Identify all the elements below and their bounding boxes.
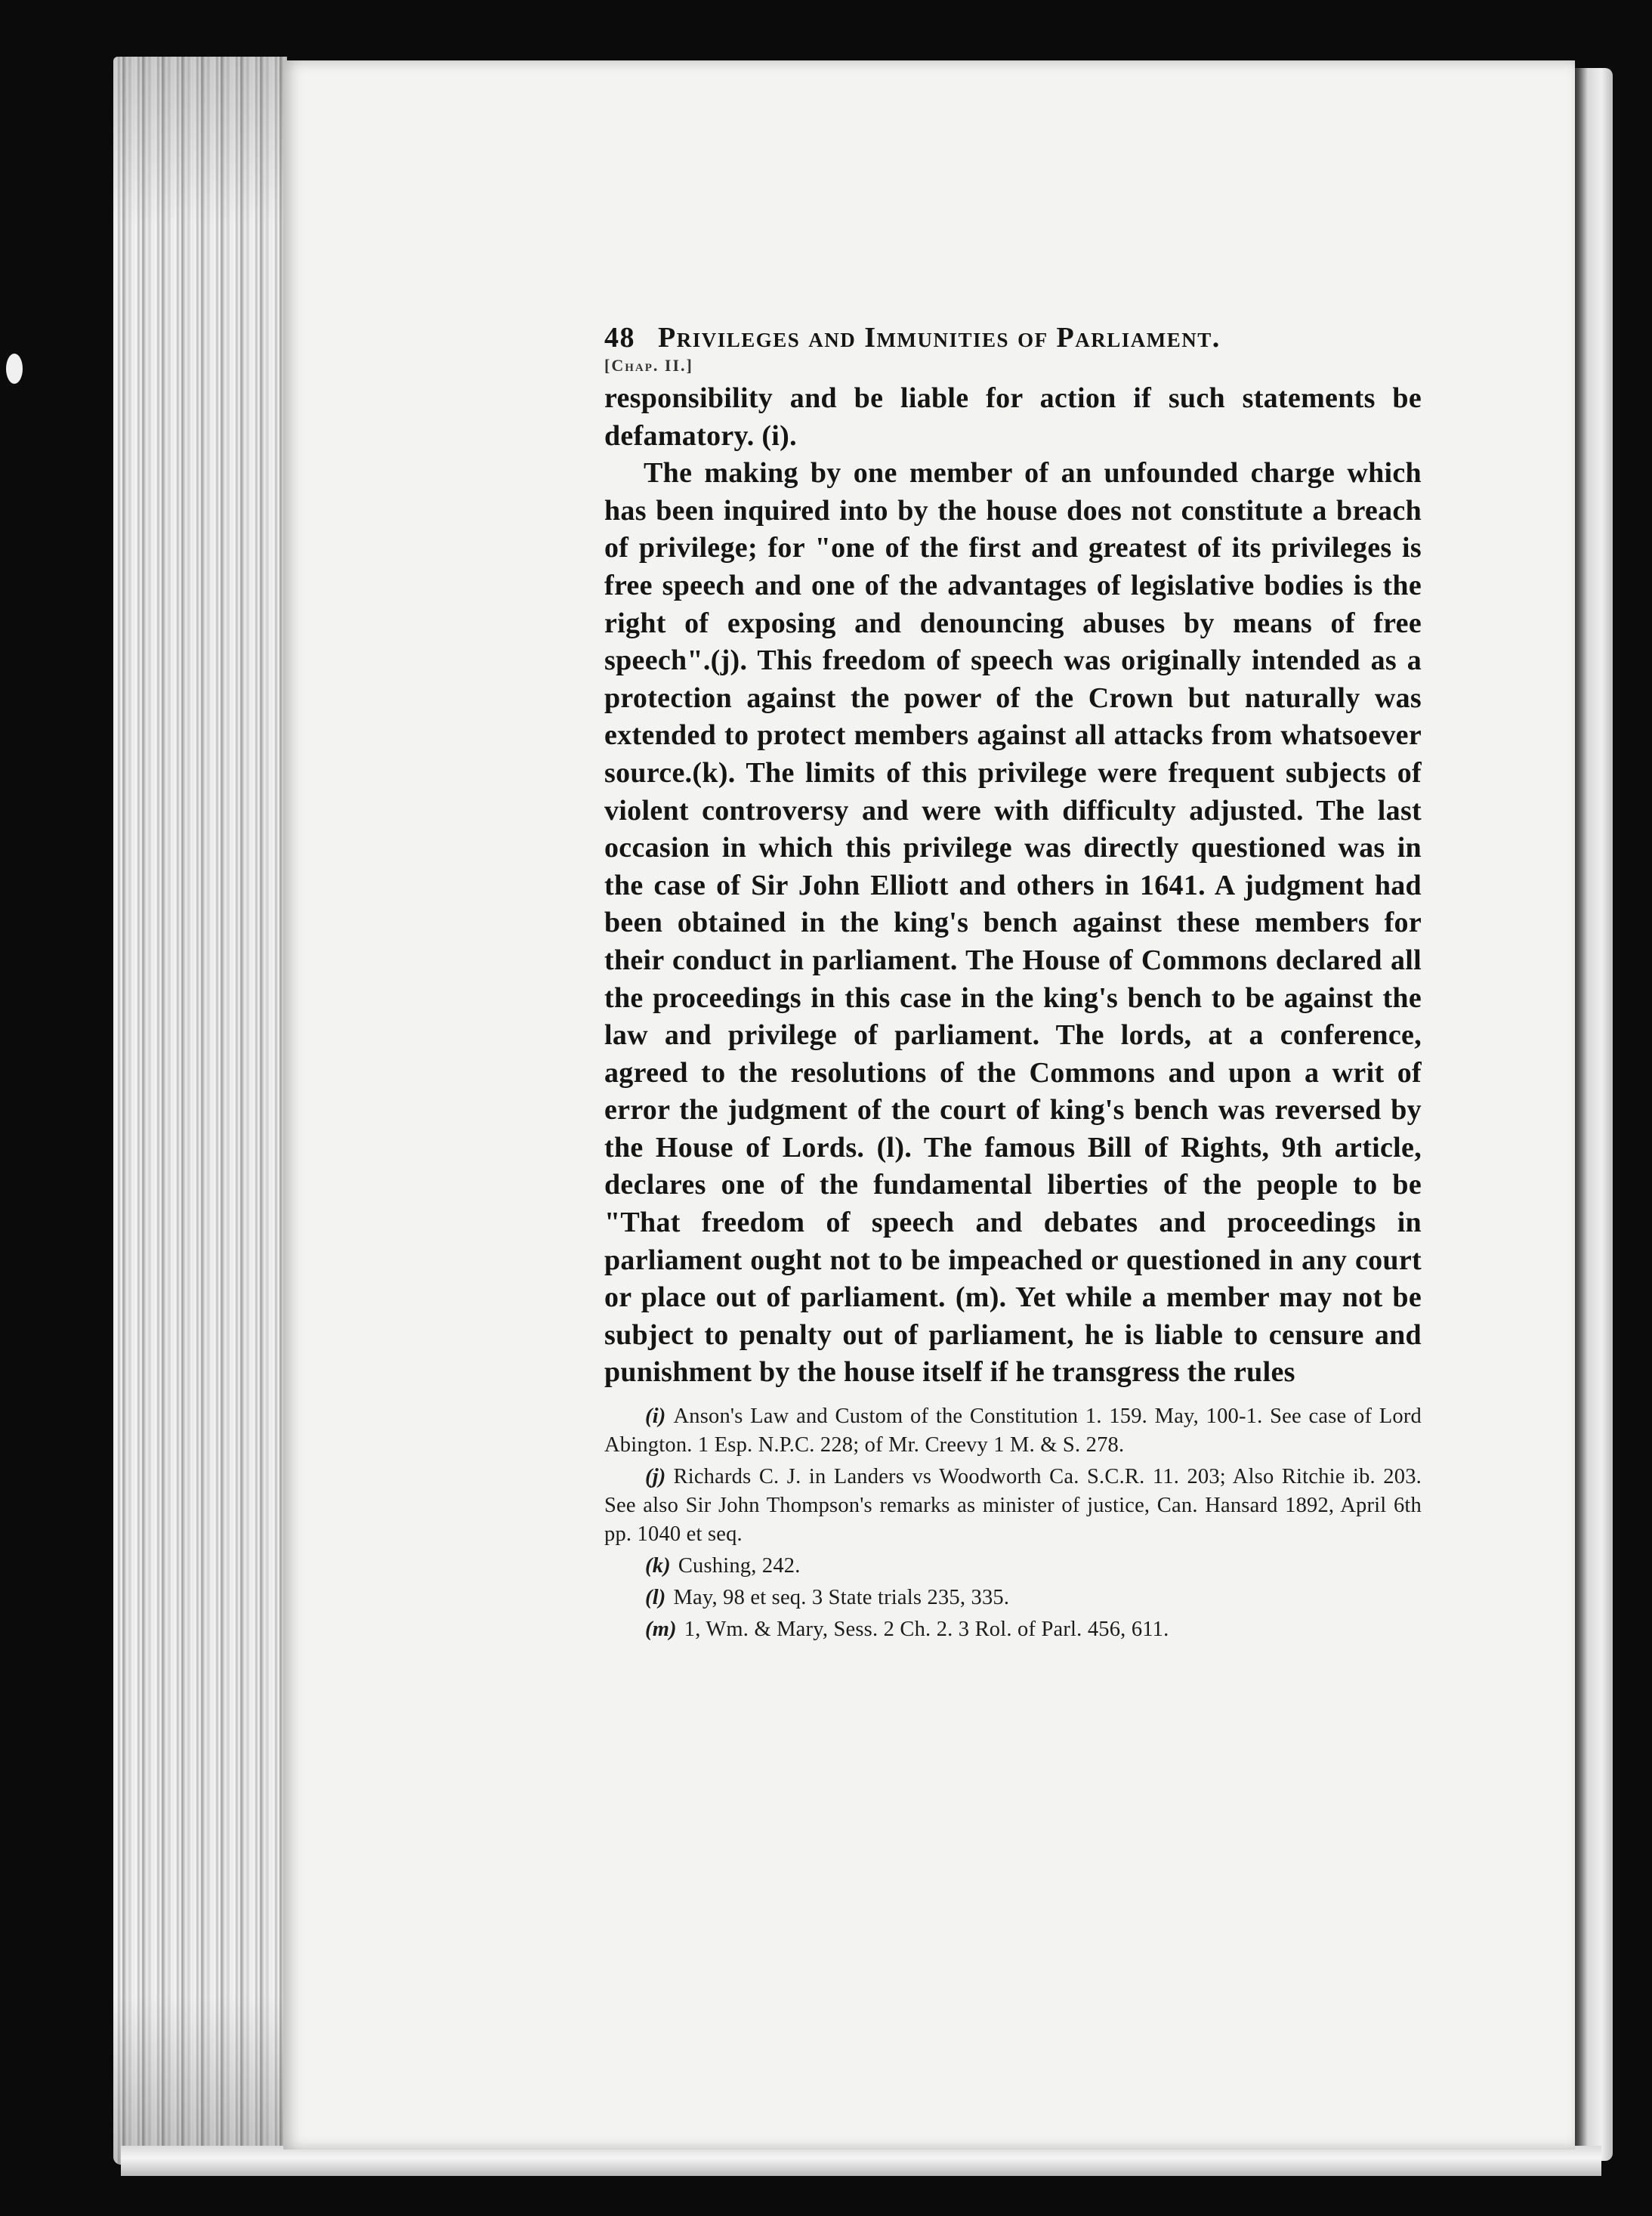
page-header [604, 321, 1422, 354]
page-number: 48 [604, 322, 635, 354]
footnotes [604, 1402, 1422, 1644]
footnote-text: Richards C. J. in Landers vs Woodworth Ca. S.C.R. 11. 203; Also Ritchie ib. 203. See also Sir John Thompson's remarks as minister of justice, Can. Hansard 1892, April 6th pp. 1040 et seq. [604, 1465, 1422, 1547]
footnote-text: 1, Wm. & Mary, Sess. 2 Ch. 2. 3 Rol. of Parl. 456, 611. [684, 1618, 1169, 1642]
footnote-marker: (i) [645, 1405, 666, 1429]
footnote-marker: (m) [645, 1618, 677, 1642]
body-text [604, 380, 1422, 1392]
book-bottom-edge [121, 2146, 1601, 2176]
book-right-edge [1571, 68, 1613, 2161]
body-paragraph: The making by one member of an unfounded charge which has been inquired into by the house does not constitute a breach of privilege; for "one of the first and greatest of its privileges is free speech and one of the advantages of legislative bodies is the right of exposing and denouncing abuses by means of free speech".(j). This freedom of speech was originally intended as a protection against the power of the Crown but naturally was extended to protect members against all attacks from whatsoever source.(k). The limits of this privilege were frequent subjects of violent controversy and were with difficulty adjusted. The last occasion in which this privilege was directly questioned was in the case of Sir John Elliott and others in 1641. A judgment had been obtained in the king's bench against these members for their conduct in parliament. The House of Commons declared all the proceedings in this case in the king's bench to be against the law and privilege of parliament. The lords, at a conference, agreed to the resolutions of the Commons and upon a writ of error the judgment of the court of king's bench was reversed by the House of Lords. (l). The famous Bill of Rights, 9th article, declares one of the fundamental liberties of the people to be "That freedom of speech and debates and proceedings in parliament ought not to be impeached or questioned in any court or place out of parliament. (m). Yet while a member may not be subject to penalty out of parliament, he is liable to censure and punishment by the house itself if he transgress the rules [604, 457, 1422, 1389]
footnote [604, 1615, 1422, 1644]
footnote-marker: (j) [645, 1465, 666, 1489]
scan-speck [6, 354, 23, 384]
page-content [604, 321, 1422, 1644]
running-title: Privileges and Immunities of Parliament. [658, 322, 1221, 354]
footnote-marker: (l) [645, 1586, 666, 1610]
footnote-text: Cushing, 242. [678, 1554, 801, 1578]
body-paragraph: responsibility and be liable for action if such statements be defamatory. (i). [604, 382, 1422, 452]
footnote-text: Anson's Law and Custom of the Constitution 1. 159. May, 100-1. See case of Lord Abington. 1 Esp. N.P.C. 228; of Mr. Creevy 1 M. & S. 278. [604, 1405, 1422, 1457]
footnote [604, 1552, 1422, 1581]
footnote-marker: (k) [645, 1554, 671, 1578]
footnote-text: May, 98 et seq. 3 State trials 235, 335. [673, 1586, 1010, 1610]
footnote [604, 1402, 1422, 1460]
footnote [604, 1584, 1422, 1612]
book-page-edges [113, 57, 287, 2165]
chapter-mark: [Chap. II.] [604, 356, 693, 375]
footnote [604, 1463, 1422, 1549]
